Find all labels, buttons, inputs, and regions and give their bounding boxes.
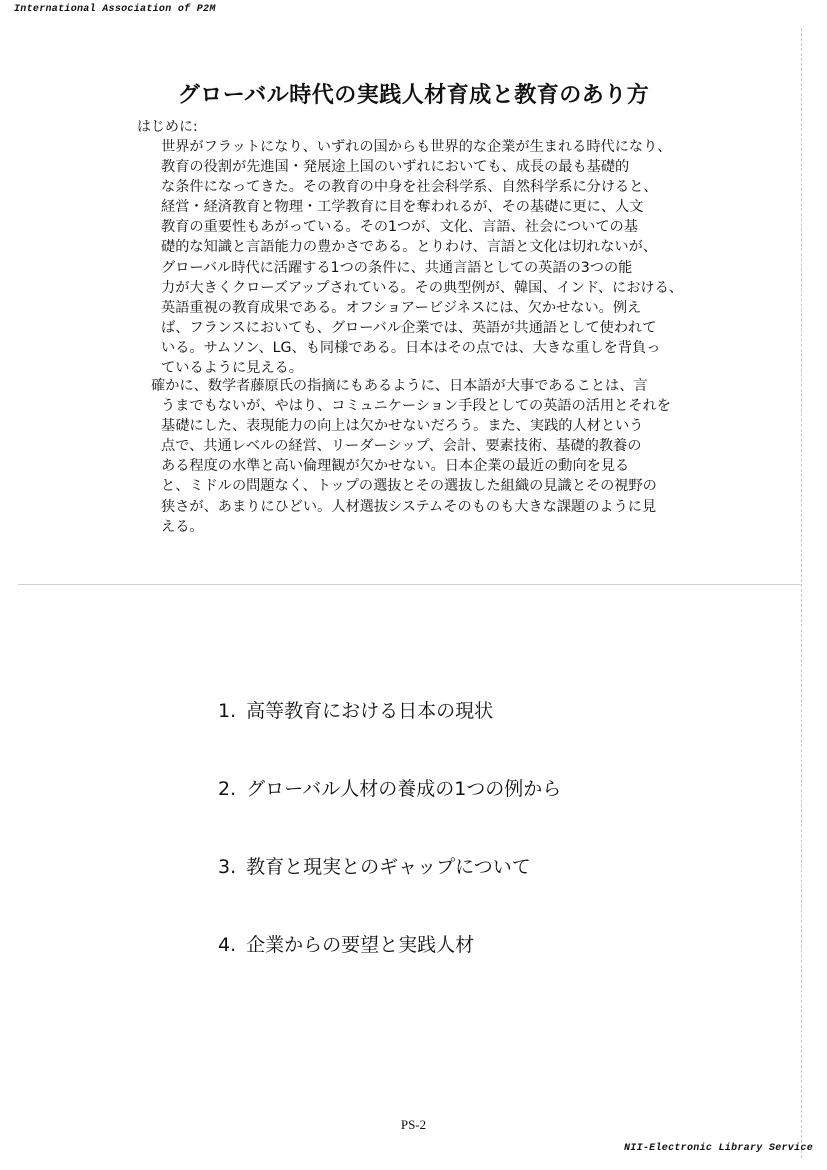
paragraph-line: ているように見える。 (161, 360, 303, 377)
paragraph-line: 英語重視の教育成果である。オフショアービジネスには、欠かせない。例え (161, 299, 642, 316)
paragraph-line: 力が大きくクローズアップされている。その典型例が、韓国、インド、における、 (161, 279, 683, 296)
paragraph-line: と、ミドルの問題なく、トップの選抜とその選抜した組織の見識とその視野の (161, 478, 657, 495)
paragraph-line: 世界がフラットになり、いずれの国からも世界的な企業が生まれる時代になり、 (161, 139, 672, 155)
page-number: PS-2 (400, 1117, 427, 1132)
toc-item (218, 776, 561, 854)
intro-paragraph-1 (161, 137, 709, 378)
slide-divider (18, 584, 802, 585)
intro-paragraph-2 (151, 376, 707, 537)
toc-item-label: 企業からの要望と実践人材 (246, 934, 475, 956)
toc-item (218, 854, 561, 932)
toc-item-number: 4. (218, 934, 237, 956)
paragraph-line: 礎的な知識と言語能力の豊かさである。とりわけ、言語と文化は切れないが、 (161, 239, 657, 256)
toc-item-number: 1. (218, 700, 237, 722)
paragraph-line: 教育の重要性もあがっている。その1つが、文化、言語、社会についての基 (161, 219, 638, 236)
toc-item-number: 3. (218, 856, 237, 878)
page-title: グローバル時代の実践人材育成と教育のあり方 (177, 83, 650, 108)
paragraph-line: な条件になってきた。その教育の中身を社会科学系、自然科学系に分けると、 (161, 179, 658, 196)
toc-item-label: 教育と現実とのギャップについて (246, 856, 531, 878)
header-source-label: International Association of P2M (14, 4, 216, 15)
footer-service-label: NII-Electronic Library Service (623, 1143, 813, 1154)
paragraph-line: ば、フランスにおいても、グローバル企業では、英語が共通語として使われて (161, 319, 657, 336)
paragraph-line: ある程度の水準と高い倫理観が欠かせない。日本企業の最近の動向を見る (161, 458, 630, 475)
paragraph-line: 基礎にした、表現能力の向上は欠かせないだろう。また、実践的人材という (161, 418, 644, 435)
toc-item-label: 高等教育における日本の現状 (246, 700, 494, 722)
paragraph-line: 確かに、数学者藤原氏の指摘にもあるように、日本語が大事であることは、言 (151, 378, 648, 394)
toc-item-label: グローバル人材の養成の1つの例から (246, 778, 562, 800)
paragraph-line: える。 (161, 518, 204, 535)
toc-item (218, 932, 561, 1010)
scan-edge-line (801, 28, 802, 1158)
table-of-contents (218, 698, 561, 1010)
toc-item (218, 698, 561, 776)
paragraph-line: 教育の役割が先進国・発展途上国のいずれにおいても、成長の最も基礎的 (161, 159, 630, 176)
paragraph-line: いる。サムソン、LG、も同様である。日本はその点では、大きな重しを背負っ (161, 339, 661, 356)
paragraph-line: 狭さが、あまりにひどい。人材選抜システムそのものも大きな課題のように見 (161, 498, 657, 515)
paragraph-line: 点で、共通レベルの経営、リーダーシップ、会計、要素技術、基礎的教養の (161, 438, 642, 455)
paragraph-line: グローバル時代に活躍する1つの条件に、共通言語としての英語の3つの能 (161, 259, 633, 276)
toc-item-number: 2. (218, 778, 237, 800)
paragraph-line: 経営・経済教育と物理・工学教育に目を奪われるが、その基礎に更に、人文 (161, 199, 644, 216)
intro-heading: はじめに: (137, 119, 198, 135)
paragraph-line: うまでもないが、やはり、コミュニケーション手段としての英語の活用とそれを (161, 398, 671, 415)
